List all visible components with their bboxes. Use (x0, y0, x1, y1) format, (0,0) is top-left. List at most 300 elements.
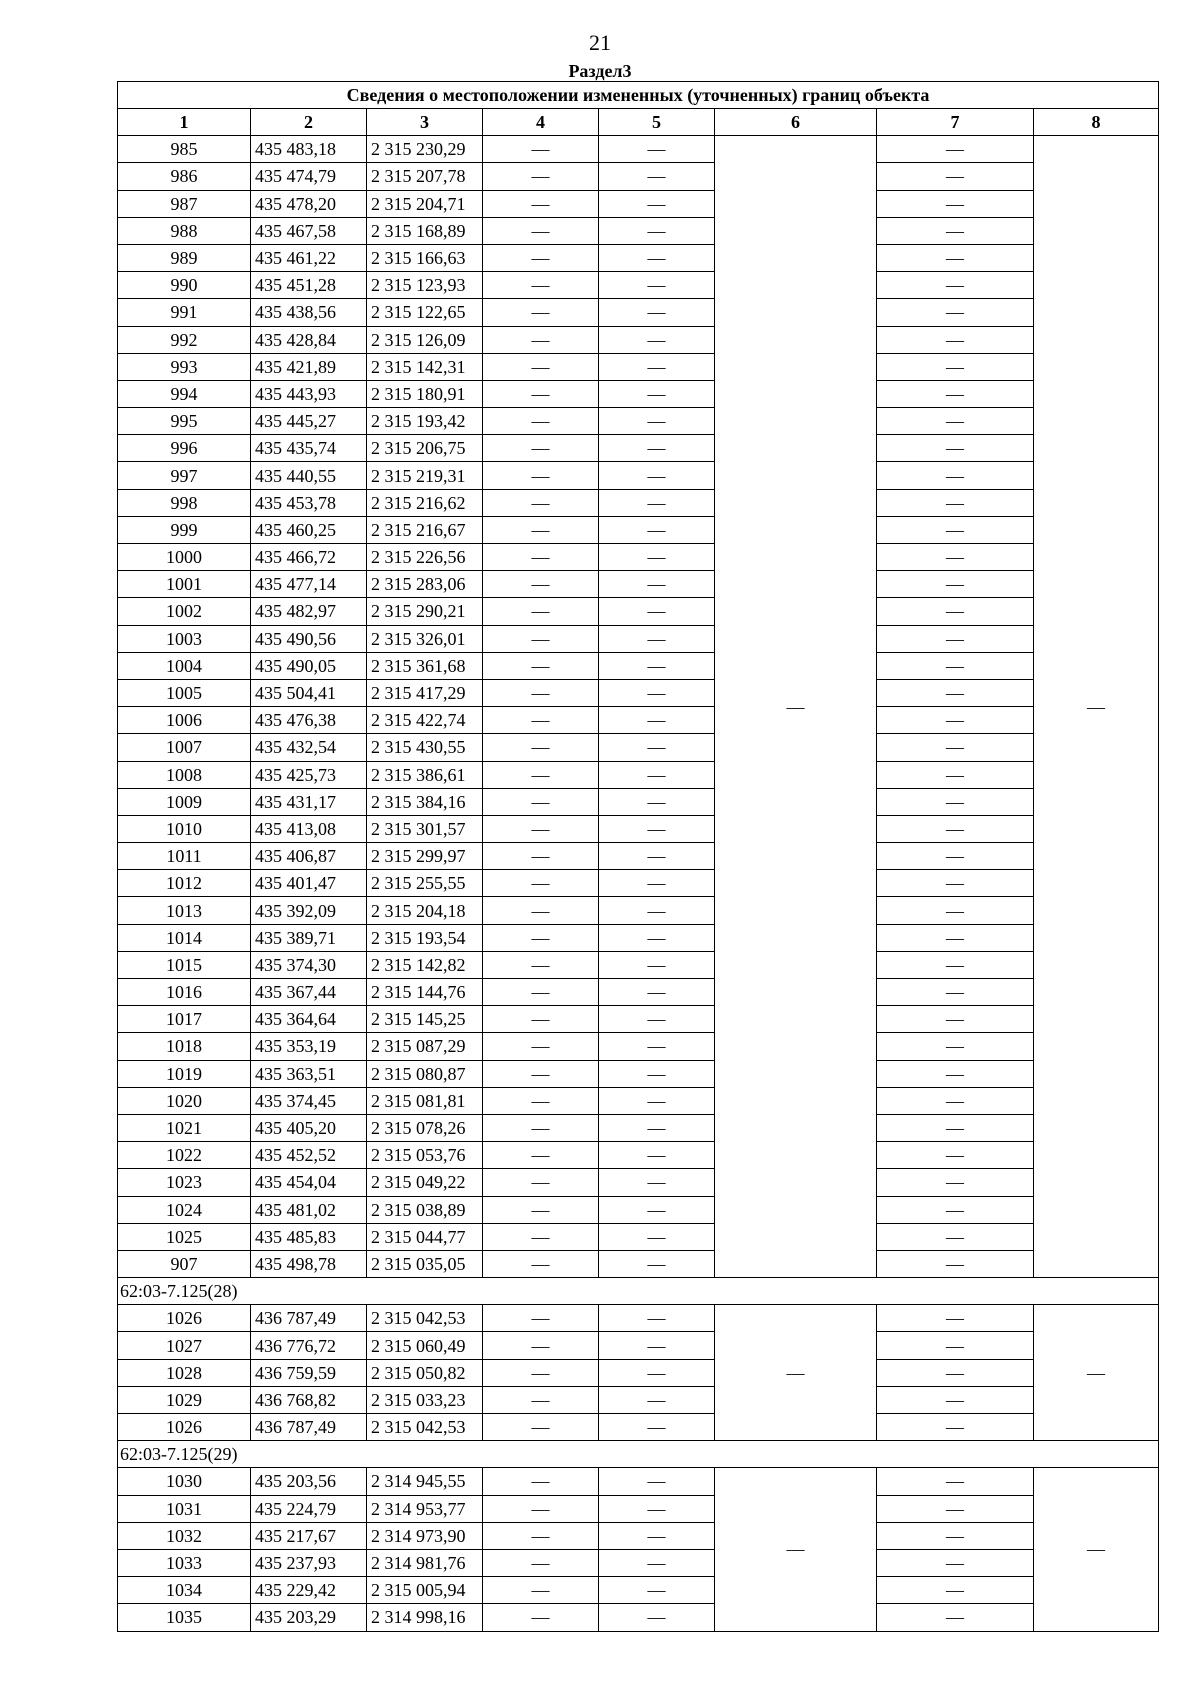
column-5-cell: — (599, 380, 715, 407)
y-coordinate-cell: 2 315 044,77 (367, 1223, 483, 1250)
column-7-cell: — (877, 1142, 1034, 1169)
point-number-cell: 999 (118, 516, 251, 543)
column-5-cell: — (599, 1495, 715, 1522)
x-coordinate-cell: 435 435,74 (251, 435, 367, 462)
column-5-cell: — (599, 1332, 715, 1359)
table-row (118, 1142, 1159, 1169)
y-coordinate-cell: 2 315 384,16 (367, 788, 483, 815)
table-row (118, 1060, 1159, 1087)
table-caption: Сведения о местоположении измененных (уточненных) границ объекта (118, 82, 1159, 109)
column-5-cell: — (599, 408, 715, 435)
x-coordinate-cell: 435 504,41 (251, 679, 367, 706)
column-4-cell: — (483, 1060, 599, 1087)
column-5-cell: — (599, 734, 715, 761)
column-4-cell: — (483, 163, 599, 190)
column-7-cell: — (877, 1169, 1034, 1196)
point-number-cell: 998 (118, 489, 251, 516)
x-coordinate-cell: 435 428,84 (251, 326, 367, 353)
x-coordinate-cell: 435 453,78 (251, 489, 367, 516)
column-4-cell: — (483, 1495, 599, 1522)
x-coordinate-cell: 435 374,30 (251, 951, 367, 978)
x-coordinate-cell: 435 445,27 (251, 408, 367, 435)
x-coordinate-cell: 436 776,72 (251, 1332, 367, 1359)
column-4-cell: — (483, 1142, 599, 1169)
column-4-cell: — (483, 707, 599, 734)
column-4-cell: — (483, 1522, 599, 1549)
column-4-cell: — (483, 1033, 599, 1060)
point-number-cell: 1011 (118, 843, 251, 870)
column-5-cell: — (599, 1033, 715, 1060)
column-5-cell: — (599, 870, 715, 897)
column-5-cell: — (599, 544, 715, 571)
y-coordinate-cell: 2 315 035,05 (367, 1250, 483, 1277)
y-coordinate-cell: 2 315 053,76 (367, 1142, 483, 1169)
column-4-cell: — (483, 1386, 599, 1413)
column-5-cell: — (599, 788, 715, 815)
point-number-cell: 1029 (118, 1386, 251, 1413)
column-7-cell: — (877, 598, 1034, 625)
point-number-cell: 985 (118, 136, 251, 163)
point-number-cell: 1031 (118, 1495, 251, 1522)
column-7-cell: — (877, 1332, 1034, 1359)
column-5-cell: — (599, 299, 715, 326)
column-7-cell: — (877, 761, 1034, 788)
table-row (118, 1006, 1159, 1033)
y-coordinate-cell: 2 315 033,23 (367, 1386, 483, 1413)
x-coordinate-cell: 435 443,93 (251, 380, 367, 407)
x-coordinate-cell: 435 367,44 (251, 979, 367, 1006)
table-row (118, 326, 1159, 353)
column-header: 3 (367, 109, 483, 136)
table-row (118, 870, 1159, 897)
point-number-cell: 1009 (118, 788, 251, 815)
column-7-cell: — (877, 1114, 1034, 1141)
table-row (118, 462, 1159, 489)
column-7-cell: — (877, 625, 1034, 652)
y-coordinate-cell: 2 315 207,78 (367, 163, 483, 190)
y-coordinate-cell: 2 315 204,18 (367, 897, 483, 924)
point-number-cell: 1007 (118, 734, 251, 761)
table-body (118, 82, 1159, 1632)
column-4-cell: — (483, 244, 599, 271)
column-4-cell: — (483, 299, 599, 326)
point-number-cell: 907 (118, 1250, 251, 1277)
column-5-cell: — (599, 707, 715, 734)
y-coordinate-cell: 2 315 081,81 (367, 1087, 483, 1114)
table-row (118, 516, 1159, 543)
table-row (118, 1169, 1159, 1196)
x-coordinate-cell: 435 490,56 (251, 625, 367, 652)
x-coordinate-cell: 435 483,18 (251, 136, 367, 163)
point-number-cell: 996 (118, 435, 251, 462)
point-number-cell: 991 (118, 299, 251, 326)
point-number-cell: 1032 (118, 1522, 251, 1549)
x-coordinate-cell: 435 364,64 (251, 1006, 367, 1033)
x-coordinate-cell: 435 452,52 (251, 1142, 367, 1169)
column-4-cell: — (483, 571, 599, 598)
table-row (118, 1522, 1159, 1549)
table-row (118, 217, 1159, 244)
y-coordinate-cell: 2 315 049,22 (367, 1169, 483, 1196)
column-4-cell: — (483, 462, 599, 489)
table-row (118, 1577, 1159, 1604)
column-header: 6 (715, 109, 877, 136)
column-7-cell: — (877, 734, 1034, 761)
y-coordinate-cell: 2 315 180,91 (367, 380, 483, 407)
column-5-cell: — (599, 136, 715, 163)
column-7-cell: — (877, 788, 1034, 815)
y-coordinate-cell: 2 315 142,31 (367, 353, 483, 380)
column-header-row (118, 109, 1159, 136)
column-7-cell: — (877, 1060, 1034, 1087)
column-7-cell: — (877, 489, 1034, 516)
x-coordinate-cell: 435 392,09 (251, 897, 367, 924)
point-number-cell: 993 (118, 353, 251, 380)
table-row (118, 544, 1159, 571)
table-row (118, 299, 1159, 326)
point-number-cell: 1033 (118, 1549, 251, 1576)
column-5-cell: — (599, 1604, 715, 1631)
table-row (118, 163, 1159, 190)
y-coordinate-cell: 2 314 973,90 (367, 1522, 483, 1549)
column-7-cell: — (877, 1386, 1034, 1413)
table-row (118, 652, 1159, 679)
column-4-cell: — (483, 1087, 599, 1114)
point-number-cell: 988 (118, 217, 251, 244)
column-4-cell: — (483, 435, 599, 462)
point-number-cell: 989 (118, 244, 251, 271)
table-row (118, 1305, 1159, 1332)
column-7-cell: — (877, 435, 1034, 462)
column-header: 4 (483, 109, 599, 136)
column-4-cell: — (483, 1223, 599, 1250)
table-row (118, 598, 1159, 625)
point-number-cell: 1013 (118, 897, 251, 924)
x-coordinate-cell: 435 451,28 (251, 272, 367, 299)
column-5-cell: — (599, 951, 715, 978)
column-7-cell: — (877, 1468, 1034, 1495)
point-number-cell: 1030 (118, 1468, 251, 1495)
column-4-cell: — (483, 598, 599, 625)
column-7-cell: — (877, 1604, 1034, 1631)
point-number-cell: 986 (118, 163, 251, 190)
column-8-merged-cell: — (1034, 1305, 1159, 1441)
table-row (118, 1604, 1159, 1631)
table-row (118, 897, 1159, 924)
column-5-cell: — (599, 1305, 715, 1332)
x-coordinate-cell: 435 224,79 (251, 1495, 367, 1522)
point-number-cell: 987 (118, 190, 251, 217)
column-7-cell: — (877, 1305, 1034, 1332)
x-coordinate-cell: 435 425,73 (251, 761, 367, 788)
y-coordinate-cell: 2 315 122,65 (367, 299, 483, 326)
point-number-cell: 1001 (118, 571, 251, 598)
x-coordinate-cell: 435 490,05 (251, 652, 367, 679)
column-7-cell: — (877, 190, 1034, 217)
table-row (118, 625, 1159, 652)
x-coordinate-cell: 435 374,45 (251, 1087, 367, 1114)
x-coordinate-cell: 435 421,89 (251, 353, 367, 380)
table-row (118, 761, 1159, 788)
column-7-cell: — (877, 1087, 1034, 1114)
point-number-cell: 1014 (118, 924, 251, 951)
point-number-cell: 997 (118, 462, 251, 489)
column-4-cell: — (483, 380, 599, 407)
y-coordinate-cell: 2 314 981,76 (367, 1549, 483, 1576)
y-coordinate-cell: 2 315 126,09 (367, 326, 483, 353)
point-number-cell: 1020 (118, 1087, 251, 1114)
point-number-cell: 1023 (118, 1169, 251, 1196)
column-5-cell: — (599, 924, 715, 951)
page-number: 21 (589, 30, 611, 55)
column-7-cell: — (877, 707, 1034, 734)
column-7-cell: — (877, 380, 1034, 407)
table-row (118, 788, 1159, 815)
x-coordinate-cell: 435 476,38 (251, 707, 367, 734)
column-7-cell: — (877, 1495, 1034, 1522)
column-header: 2 (251, 109, 367, 136)
point-number-cell: 1035 (118, 1604, 251, 1631)
x-coordinate-cell: 435 478,20 (251, 190, 367, 217)
point-number-cell: 1018 (118, 1033, 251, 1060)
column-5-cell: — (599, 1549, 715, 1576)
y-coordinate-cell: 2 315 087,29 (367, 1033, 483, 1060)
point-number-cell: 1022 (118, 1142, 251, 1169)
y-coordinate-cell: 2 315 060,49 (367, 1332, 483, 1359)
column-4-cell: — (483, 190, 599, 217)
column-6-merged-cell: — (715, 1468, 877, 1631)
column-8-merged-cell: — (1034, 136, 1159, 1278)
column-4-cell: — (483, 217, 599, 244)
column-7-cell: — (877, 815, 1034, 842)
table-row (118, 1386, 1159, 1413)
x-coordinate-cell: 435 498,78 (251, 1250, 367, 1277)
column-7-cell: — (877, 870, 1034, 897)
column-4-cell: — (483, 1577, 599, 1604)
y-coordinate-cell: 2 315 422,74 (367, 707, 483, 734)
x-coordinate-cell: 435 203,56 (251, 1468, 367, 1495)
y-coordinate-cell: 2 315 301,57 (367, 815, 483, 842)
column-7-cell: — (877, 979, 1034, 1006)
y-coordinate-cell: 2 315 193,54 (367, 924, 483, 951)
column-7-cell: — (877, 326, 1034, 353)
y-coordinate-cell: 2 315 005,94 (367, 1577, 483, 1604)
section-title: Раздел3 (568, 61, 632, 81)
boundary-coordinates-table (117, 81, 1159, 1632)
y-coordinate-cell: 2 314 945,55 (367, 1468, 483, 1495)
point-number-cell: 1012 (118, 870, 251, 897)
column-7-cell: — (877, 544, 1034, 571)
column-5-cell: — (599, 1087, 715, 1114)
point-number-cell: 1019 (118, 1060, 251, 1087)
point-number-cell: 1028 (118, 1359, 251, 1386)
point-number-cell: 1004 (118, 652, 251, 679)
group-label-row (118, 1441, 1159, 1468)
x-coordinate-cell: 435 438,56 (251, 299, 367, 326)
group-label: 62:03-7.125(28) (118, 1278, 1159, 1305)
x-coordinate-cell: 435 485,83 (251, 1223, 367, 1250)
x-coordinate-cell: 435 474,79 (251, 163, 367, 190)
column-4-cell: — (483, 353, 599, 380)
y-coordinate-cell: 2 315 326,01 (367, 625, 483, 652)
point-number-cell: 1010 (118, 815, 251, 842)
column-5-cell: — (599, 1114, 715, 1141)
column-4-cell: — (483, 951, 599, 978)
column-7-cell: — (877, 1577, 1034, 1604)
column-4-cell: — (483, 1468, 599, 1495)
point-number-cell: 1026 (118, 1414, 251, 1441)
x-coordinate-cell: 435 454,04 (251, 1169, 367, 1196)
column-7-cell: — (877, 217, 1034, 244)
column-5-cell: — (599, 1522, 715, 1549)
column-5-cell: — (599, 217, 715, 244)
column-7-cell: — (877, 843, 1034, 870)
table-row (118, 843, 1159, 870)
y-coordinate-cell: 2 315 299,97 (367, 843, 483, 870)
table-row (118, 815, 1159, 842)
column-5-cell: — (599, 326, 715, 353)
column-5-cell: — (599, 1250, 715, 1277)
column-7-cell: — (877, 1522, 1034, 1549)
point-number-cell: 1006 (118, 707, 251, 734)
point-number-cell: 1008 (118, 761, 251, 788)
column-4-cell: — (483, 326, 599, 353)
x-coordinate-cell: 435 413,08 (251, 815, 367, 842)
column-4-cell: — (483, 788, 599, 815)
y-coordinate-cell: 2 315 283,06 (367, 571, 483, 598)
y-coordinate-cell: 2 315 290,21 (367, 598, 483, 625)
column-5-cell: — (599, 625, 715, 652)
x-coordinate-cell: 435 466,72 (251, 544, 367, 571)
column-7-cell: — (877, 516, 1034, 543)
x-coordinate-cell: 435 482,97 (251, 598, 367, 625)
x-coordinate-cell: 436 759,59 (251, 1359, 367, 1386)
table-row (118, 1250, 1159, 1277)
point-number-cell: 1026 (118, 1305, 251, 1332)
column-5-cell: — (599, 244, 715, 271)
column-7-cell: — (877, 1223, 1034, 1250)
table-row (118, 1549, 1159, 1576)
table-row (118, 353, 1159, 380)
x-coordinate-cell: 436 787,49 (251, 1414, 367, 1441)
x-coordinate-cell: 435 237,93 (251, 1549, 367, 1576)
x-coordinate-cell: 435 353,19 (251, 1033, 367, 1060)
column-5-cell: — (599, 1223, 715, 1250)
column-5-cell: — (599, 353, 715, 380)
y-coordinate-cell: 2 315 123,93 (367, 272, 483, 299)
column-5-cell: — (599, 761, 715, 788)
column-5-cell: — (599, 979, 715, 1006)
y-coordinate-cell: 2 315 042,53 (367, 1305, 483, 1332)
table-row (118, 190, 1159, 217)
column-4-cell: — (483, 1169, 599, 1196)
column-7-cell: — (877, 136, 1034, 163)
column-5-cell: — (599, 1468, 715, 1495)
x-coordinate-cell: 435 481,02 (251, 1196, 367, 1223)
table-row (118, 244, 1159, 271)
column-5-cell: — (599, 652, 715, 679)
column-6-merged-cell: — (715, 1305, 877, 1441)
y-coordinate-cell: 2 315 193,42 (367, 408, 483, 435)
column-7-cell: — (877, 408, 1034, 435)
column-4-cell: — (483, 1196, 599, 1223)
table-row (118, 679, 1159, 706)
table-row (118, 272, 1159, 299)
column-7-cell: — (877, 272, 1034, 299)
point-number-cell: 1016 (118, 979, 251, 1006)
y-coordinate-cell: 2 315 042,53 (367, 1414, 483, 1441)
table-row (118, 924, 1159, 951)
y-coordinate-cell: 2 315 255,55 (367, 870, 483, 897)
point-number-cell: 1017 (118, 1006, 251, 1033)
column-5-cell: — (599, 1386, 715, 1413)
y-coordinate-cell: 2 315 430,55 (367, 734, 483, 761)
column-7-cell: — (877, 951, 1034, 978)
column-5-cell: — (599, 435, 715, 462)
table-row (118, 707, 1159, 734)
column-5-cell: — (599, 679, 715, 706)
column-7-cell: — (877, 1549, 1034, 1576)
point-number-cell: 1025 (118, 1223, 251, 1250)
column-4-cell: — (483, 1250, 599, 1277)
column-6-merged-cell: — (715, 136, 877, 1278)
point-number-cell: 990 (118, 272, 251, 299)
x-coordinate-cell: 435 460,25 (251, 516, 367, 543)
point-number-cell: 1027 (118, 1332, 251, 1359)
column-7-cell: — (877, 1196, 1034, 1223)
column-7-cell: — (877, 924, 1034, 951)
column-4-cell: — (483, 1006, 599, 1033)
point-number-cell: 1021 (118, 1114, 251, 1141)
table-caption-row (118, 82, 1159, 109)
point-number-cell: 1034 (118, 1577, 251, 1604)
point-number-cell: 995 (118, 408, 251, 435)
y-coordinate-cell: 2 315 038,89 (367, 1196, 483, 1223)
column-5-cell: — (599, 598, 715, 625)
y-coordinate-cell: 2 315 230,29 (367, 136, 483, 163)
column-7-cell: — (877, 679, 1034, 706)
column-4-cell: — (483, 1414, 599, 1441)
column-5-cell: — (599, 571, 715, 598)
column-5-cell: — (599, 1169, 715, 1196)
column-7-cell: — (877, 1006, 1034, 1033)
y-coordinate-cell: 2 315 386,61 (367, 761, 483, 788)
table-row (118, 1414, 1159, 1441)
column-5-cell: — (599, 843, 715, 870)
column-7-cell: — (877, 1359, 1034, 1386)
column-5-cell: — (599, 272, 715, 299)
x-coordinate-cell: 435 461,22 (251, 244, 367, 271)
x-coordinate-cell: 435 401,47 (251, 870, 367, 897)
column-header: 1 (118, 109, 251, 136)
column-7-cell: — (877, 299, 1034, 326)
column-7-cell: — (877, 571, 1034, 598)
column-4-cell: — (483, 1305, 599, 1332)
column-4-cell: — (483, 843, 599, 870)
column-4-cell: — (483, 625, 599, 652)
y-coordinate-cell: 2 315 216,62 (367, 489, 483, 516)
column-5-cell: — (599, 1060, 715, 1087)
point-number-cell: 1003 (118, 625, 251, 652)
table-row (118, 979, 1159, 1006)
point-number-cell: 994 (118, 380, 251, 407)
y-coordinate-cell: 2 315 361,68 (367, 652, 483, 679)
column-header: 8 (1034, 109, 1159, 136)
column-4-cell: — (483, 897, 599, 924)
column-header: 7 (877, 109, 1034, 136)
point-number-cell: 1000 (118, 544, 251, 571)
y-coordinate-cell: 2 315 204,71 (367, 190, 483, 217)
